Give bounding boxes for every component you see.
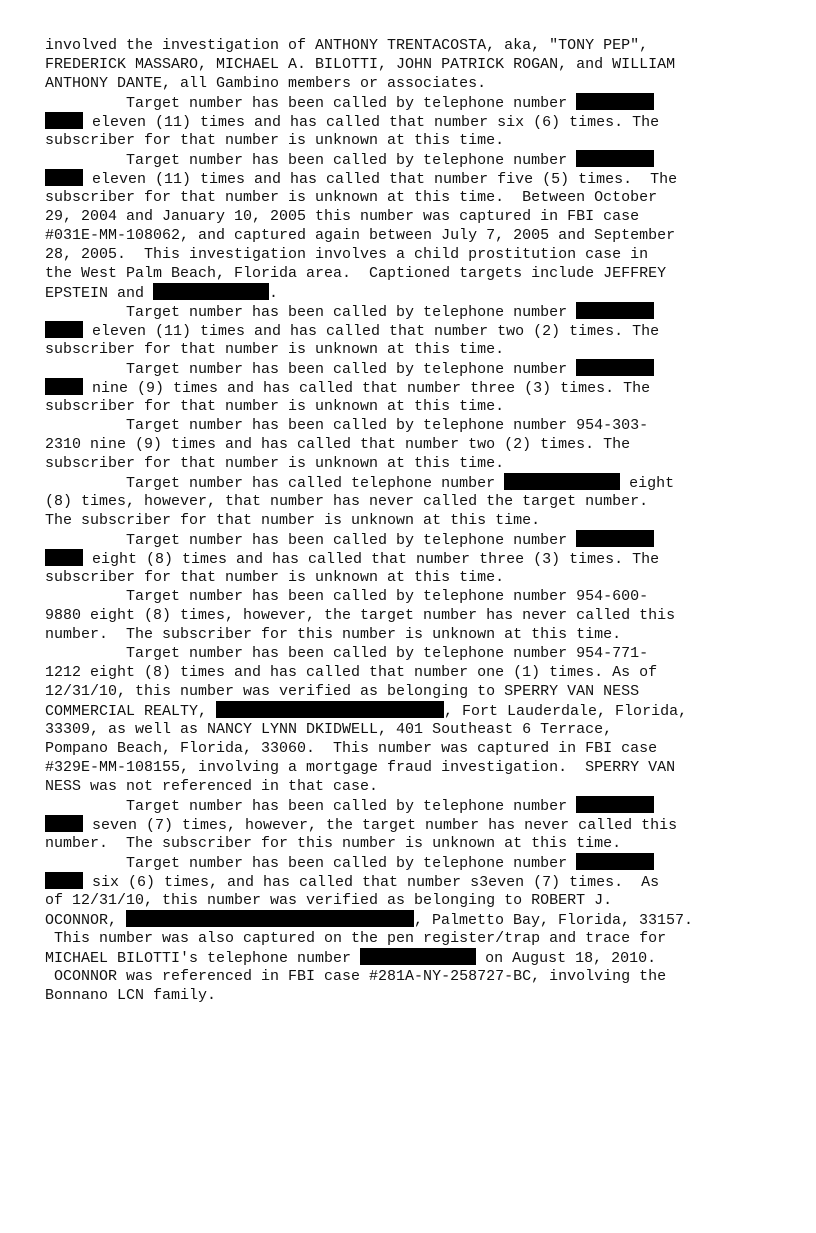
text-line: number. The subscriber for this number is unknown at this time. [45,835,622,852]
text-line: eight (8) times and has called that number three (3) times. The [45,549,659,568]
redaction-box [126,910,414,927]
redaction-box [360,948,476,965]
text-line: 1212 eight (8) times and has called that number one (1) times. As of [45,664,658,681]
text-line: subscriber for that number is unknown at this time. [45,132,505,149]
redaction-box [45,549,83,566]
text-line: 9880 eight (8) times, however, the target number has never called this [45,607,676,624]
text-line: Pompano Beach, Florida, 33060. This number was captured in FBI case [45,740,658,757]
redaction-box [504,473,620,490]
text-line: Target number has been called by telephone number 954-771- [45,645,649,662]
text-line: number. The subscriber for this number is unknown at this time. [45,626,622,643]
text-line: 33309, as well as NANCY LYNN DKIDWELL, 401 Southeast 6 Terrace, [45,721,613,738]
text-line: Target number has called telephone number eight [45,475,675,492]
redaction-box [576,796,654,813]
text-line: seven (7) times, however, the target number has never called this [45,815,677,834]
text-line: Bonnano LCN family. [45,987,217,1004]
text-line: ANTHONY DANTE, all Gambino members or associates. [45,75,487,92]
text-line: MICHAEL BILOTTI's telephone number on August 18, 2010. [45,950,657,967]
redaction-box [576,530,654,547]
text-line: involved the investigation of ANTHONY TRENTACOSTA, aka, "TONY PEP", [45,37,649,54]
text-line: eleven (11) times and has called that number two (2) times. The [45,321,659,340]
redaction-box [45,169,83,186]
redaction-box [45,321,83,338]
text-line: EPSTEIN and . [45,285,279,302]
redaction-box [45,378,83,395]
text-line: of 12/31/10, this number was verified as belonging to ROBERT J. [45,892,613,909]
text-line: OCONNOR was referenced in FBI case #281A-NY-258727-BC, involving the [45,968,667,985]
text-line: Target number has been called by telephone number 954-303- [45,417,649,434]
text-line: This number was also captured on the pen register/trap and trace for [45,930,667,947]
redaction-box [45,112,83,129]
text-line: 29, 2004 and January 10, 2005 this number was captured in FBI case [45,208,640,225]
text-line: (8) times, however, that number has never called the target number. [45,493,649,510]
text-line: Target number has been called by telephone number 954-600- [45,588,649,605]
text-line: Target number has been called by telephone number [45,93,654,112]
text-line: eleven (11) times and has called that number five (5) times. The [45,169,677,188]
redaction-box [576,302,654,319]
text-line: six (6) times, and has called that number s3even (7) times. As [45,872,659,891]
document-page [45,36,725,1233]
redaction-box [45,872,83,889]
text-line: OCONNOR, , Palmetto Bay, Florida, 33157. [45,912,694,929]
text-line: Target number has been called by telephone number [45,150,654,169]
redaction-box [153,283,269,300]
redaction-box [45,815,83,832]
text-line: 2310 nine (9) times and has called that number two (2) times. The [45,436,631,453]
text-line: subscriber for that number is unknown at this time. Between October [45,189,658,206]
redaction-box [576,359,654,376]
text-line: subscriber for that number is unknown at this time. [45,341,505,358]
text-line: subscriber for that number is unknown at this time. [45,569,505,586]
text-line: Target number has been called by telephone number [45,359,654,378]
redaction-box [576,93,654,110]
text-line: subscriber for that number is unknown at this time. [45,455,505,472]
redaction-box [576,853,654,870]
text-line: subscriber for that number is unknown at this time. [45,398,505,415]
text-line: 12/31/10, this number was verified as belonging to SPERRY VAN NESS [45,683,640,700]
text-line: Target number has been called by telephone number [45,302,654,321]
text-line: the West Palm Beach, Florida area. Captioned targets include JEFFREY [45,265,667,282]
text-line: COMMERCIAL REALTY, , Fort Lauderdale, Florida, [45,703,688,720]
text-line: #329E-MM-108155, involving a mortgage fraud investigation. SPERRY VAN [45,759,676,776]
text-line: eleven (11) times and has called that number six (6) times. The [45,112,659,131]
text-line: FREDERICK MASSARO, MICHAEL A. BILOTTI, JOHN PATRICK ROGAN, and WILLIAM [45,56,676,73]
redaction-box [216,701,444,718]
text-line: #031E-MM-108062, and captured again between July 7, 2005 and September [45,227,676,244]
redaction-box [576,150,654,167]
text-line: Target number has been called by telephone number [45,796,654,815]
text-line: Target number has been called by telephone number [45,530,654,549]
text-line: The subscriber for that number is unknown at this time. [45,512,541,529]
text-line: NESS was not referenced in that case. [45,778,379,795]
text-line: 28, 2005. This investigation involves a child prostitution case in [45,246,649,263]
text-line: Target number has been called by telephone number [45,853,654,872]
text-line: nine (9) times and has called that number three (3) times. The [45,378,650,397]
